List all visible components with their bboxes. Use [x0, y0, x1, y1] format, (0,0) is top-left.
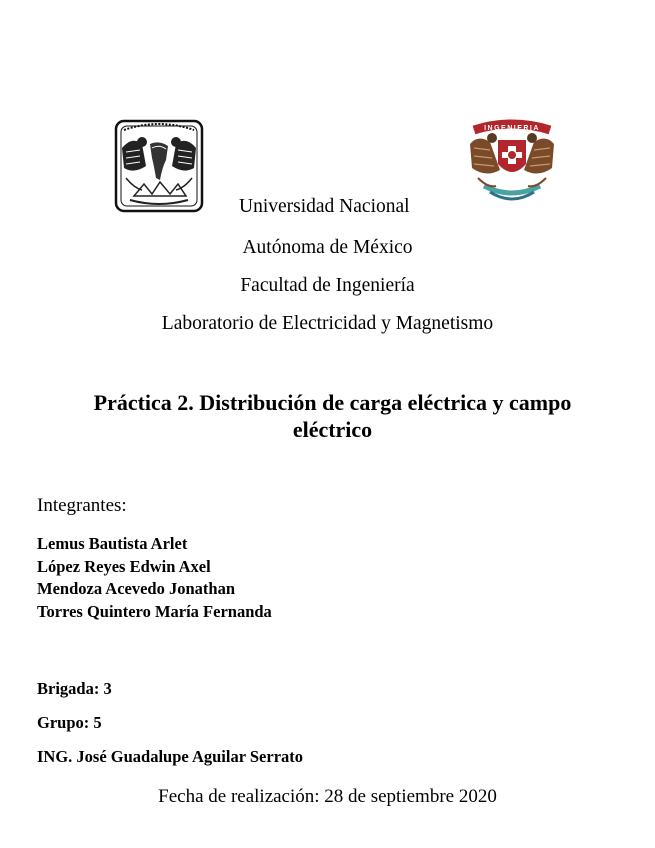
brigada-info: Brigada: 3: [37, 679, 112, 698]
practice-title-line1: Práctica 2. Distribución de carga eléctrica y campo: [93, 390, 572, 415]
ingenieria-arc-text: INGENIERIA: [484, 125, 540, 132]
laboratory-name: Laboratorio de Electricidad y Magnetismo: [161, 313, 494, 334]
professor-name: ING. José Guadalupe Aguilar Serrato: [37, 747, 304, 766]
member-name: Torres Quintero María Fernanda: [37, 601, 272, 621]
member-name: Lemus Bautista Arlet: [37, 534, 188, 553]
university-name-line2: Autónoma de México: [242, 237, 413, 258]
member-name: López Reyes Edwin Axel: [37, 556, 211, 576]
unam-seal-icon: [112, 118, 206, 214]
members-list: [37, 533, 272, 623]
members-label: Integrantes:: [37, 495, 127, 516]
realization-date: Fecha de realización: 28 de septiembre 2020: [158, 786, 497, 807]
member-name: Mendoza Acevedo Jonathan: [37, 579, 235, 598]
ingenieria-seal-icon: [464, 116, 560, 210]
grupo-info: Grupo: 5: [37, 713, 102, 732]
practice-title-line2: eléctrico: [292, 417, 373, 442]
university-name-line1: Universidad Nacional: [239, 196, 410, 217]
practice-title: [60, 389, 605, 443]
faculty-name: Facultad de Ingeniería: [240, 275, 415, 296]
